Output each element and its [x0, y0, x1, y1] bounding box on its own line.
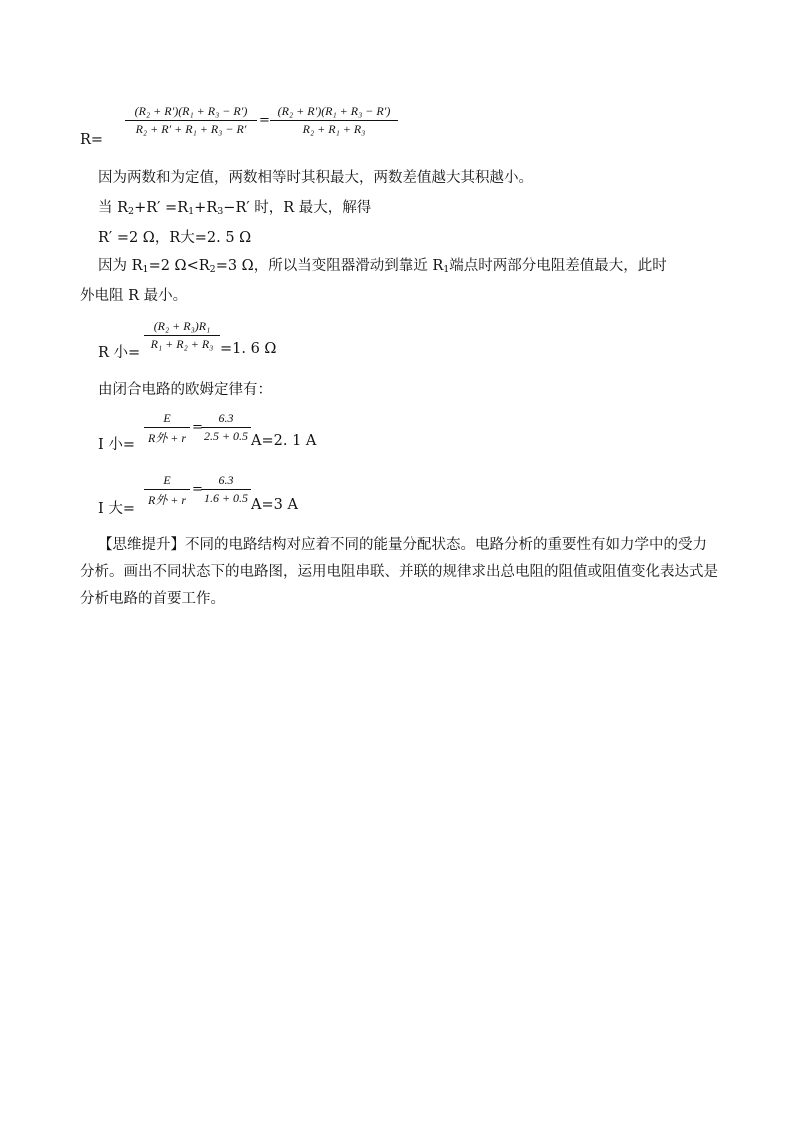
fraction-denominator: R外 + r: [144, 427, 190, 446]
fraction-denominator: 1.6 + 0.5: [201, 489, 251, 506]
fraction-numerator: 6.3: [218, 411, 234, 425]
equation-lhs: I 大=: [98, 501, 135, 517]
fraction-numerator: 6.3: [218, 473, 234, 487]
fraction: [144, 319, 220, 352]
fraction: [201, 473, 251, 506]
ohm-law-line: 由闭合电路的欧姆定律有：: [98, 382, 272, 398]
equals-sign: =: [192, 482, 203, 497]
fraction-denominator: R₂ + R′ + R₁ + R₃ − R′: [125, 120, 257, 137]
fraction: [270, 104, 398, 137]
fraction-numerator: (R₂ + R′)(R₁ + R₃ − R′): [134, 104, 248, 118]
fraction-denominator: R外 + r: [144, 489, 190, 508]
reasoning-line: 因为两数和为定值，两数相等时其积最大，两数差值越大其积越小。: [98, 170, 533, 186]
equation-rhs: A=3 A: [251, 497, 298, 513]
fraction: [144, 473, 190, 508]
fraction: [125, 104, 257, 137]
equation-lhs: R 小=: [98, 345, 141, 361]
fraction-numerator: E: [163, 473, 171, 487]
equals-sign: =: [259, 113, 270, 128]
summary-paragraph: [80, 532, 720, 613]
equals-sign: =: [192, 420, 203, 435]
summary-text: 不同的电路结构对应着不同的能量分配状态。电路分析的重要性有如力学中的受力分析。画出不同状态下的电路图，运用电阻串联、并联的规律求出总电阻的阻值或阻值变化表达式是分析电路的首要工作。: [80, 537, 718, 607]
result-line: R′ =2 Ω，R大=2. 5 Ω: [98, 230, 252, 246]
explanation-paragraph: 因为 $R_1=2$ $\Omega<R_2=3$ Ω，所以当变阻器滑动到靠近 $R_1$端点时两部分电阻差值最大，此时 外电阻 R 最小。: [80, 258, 667, 304]
fraction-numerator: E: [163, 411, 171, 425]
condition-line: 当 $R_2+R' =R_1+R_3-R'$ 时，R 最大，解得: [98, 200, 372, 217]
fraction: [144, 411, 190, 446]
summary-tag: 【思维提升】: [98, 537, 185, 553]
fraction-numerator: (R₂ + R′)(R₁ + R₃ − R′): [277, 104, 391, 118]
equation-lhs: I 小=: [98, 437, 135, 453]
fraction: [201, 411, 251, 444]
equation-rhs: A=2. 1 A: [251, 433, 317, 449]
fraction-denominator: R₂ + R₁ + R₃: [270, 120, 398, 137]
equation-lhs: R=: [80, 132, 104, 148]
fraction-denominator: R₁ + R₂ + R₃: [144, 335, 220, 352]
fraction-numerator: (R₂ + R₃)R₁: [153, 319, 211, 333]
equation-rhs: =1. 6 Ω: [220, 341, 277, 357]
fraction-denominator: 2.5 + 0.5: [201, 427, 251, 444]
